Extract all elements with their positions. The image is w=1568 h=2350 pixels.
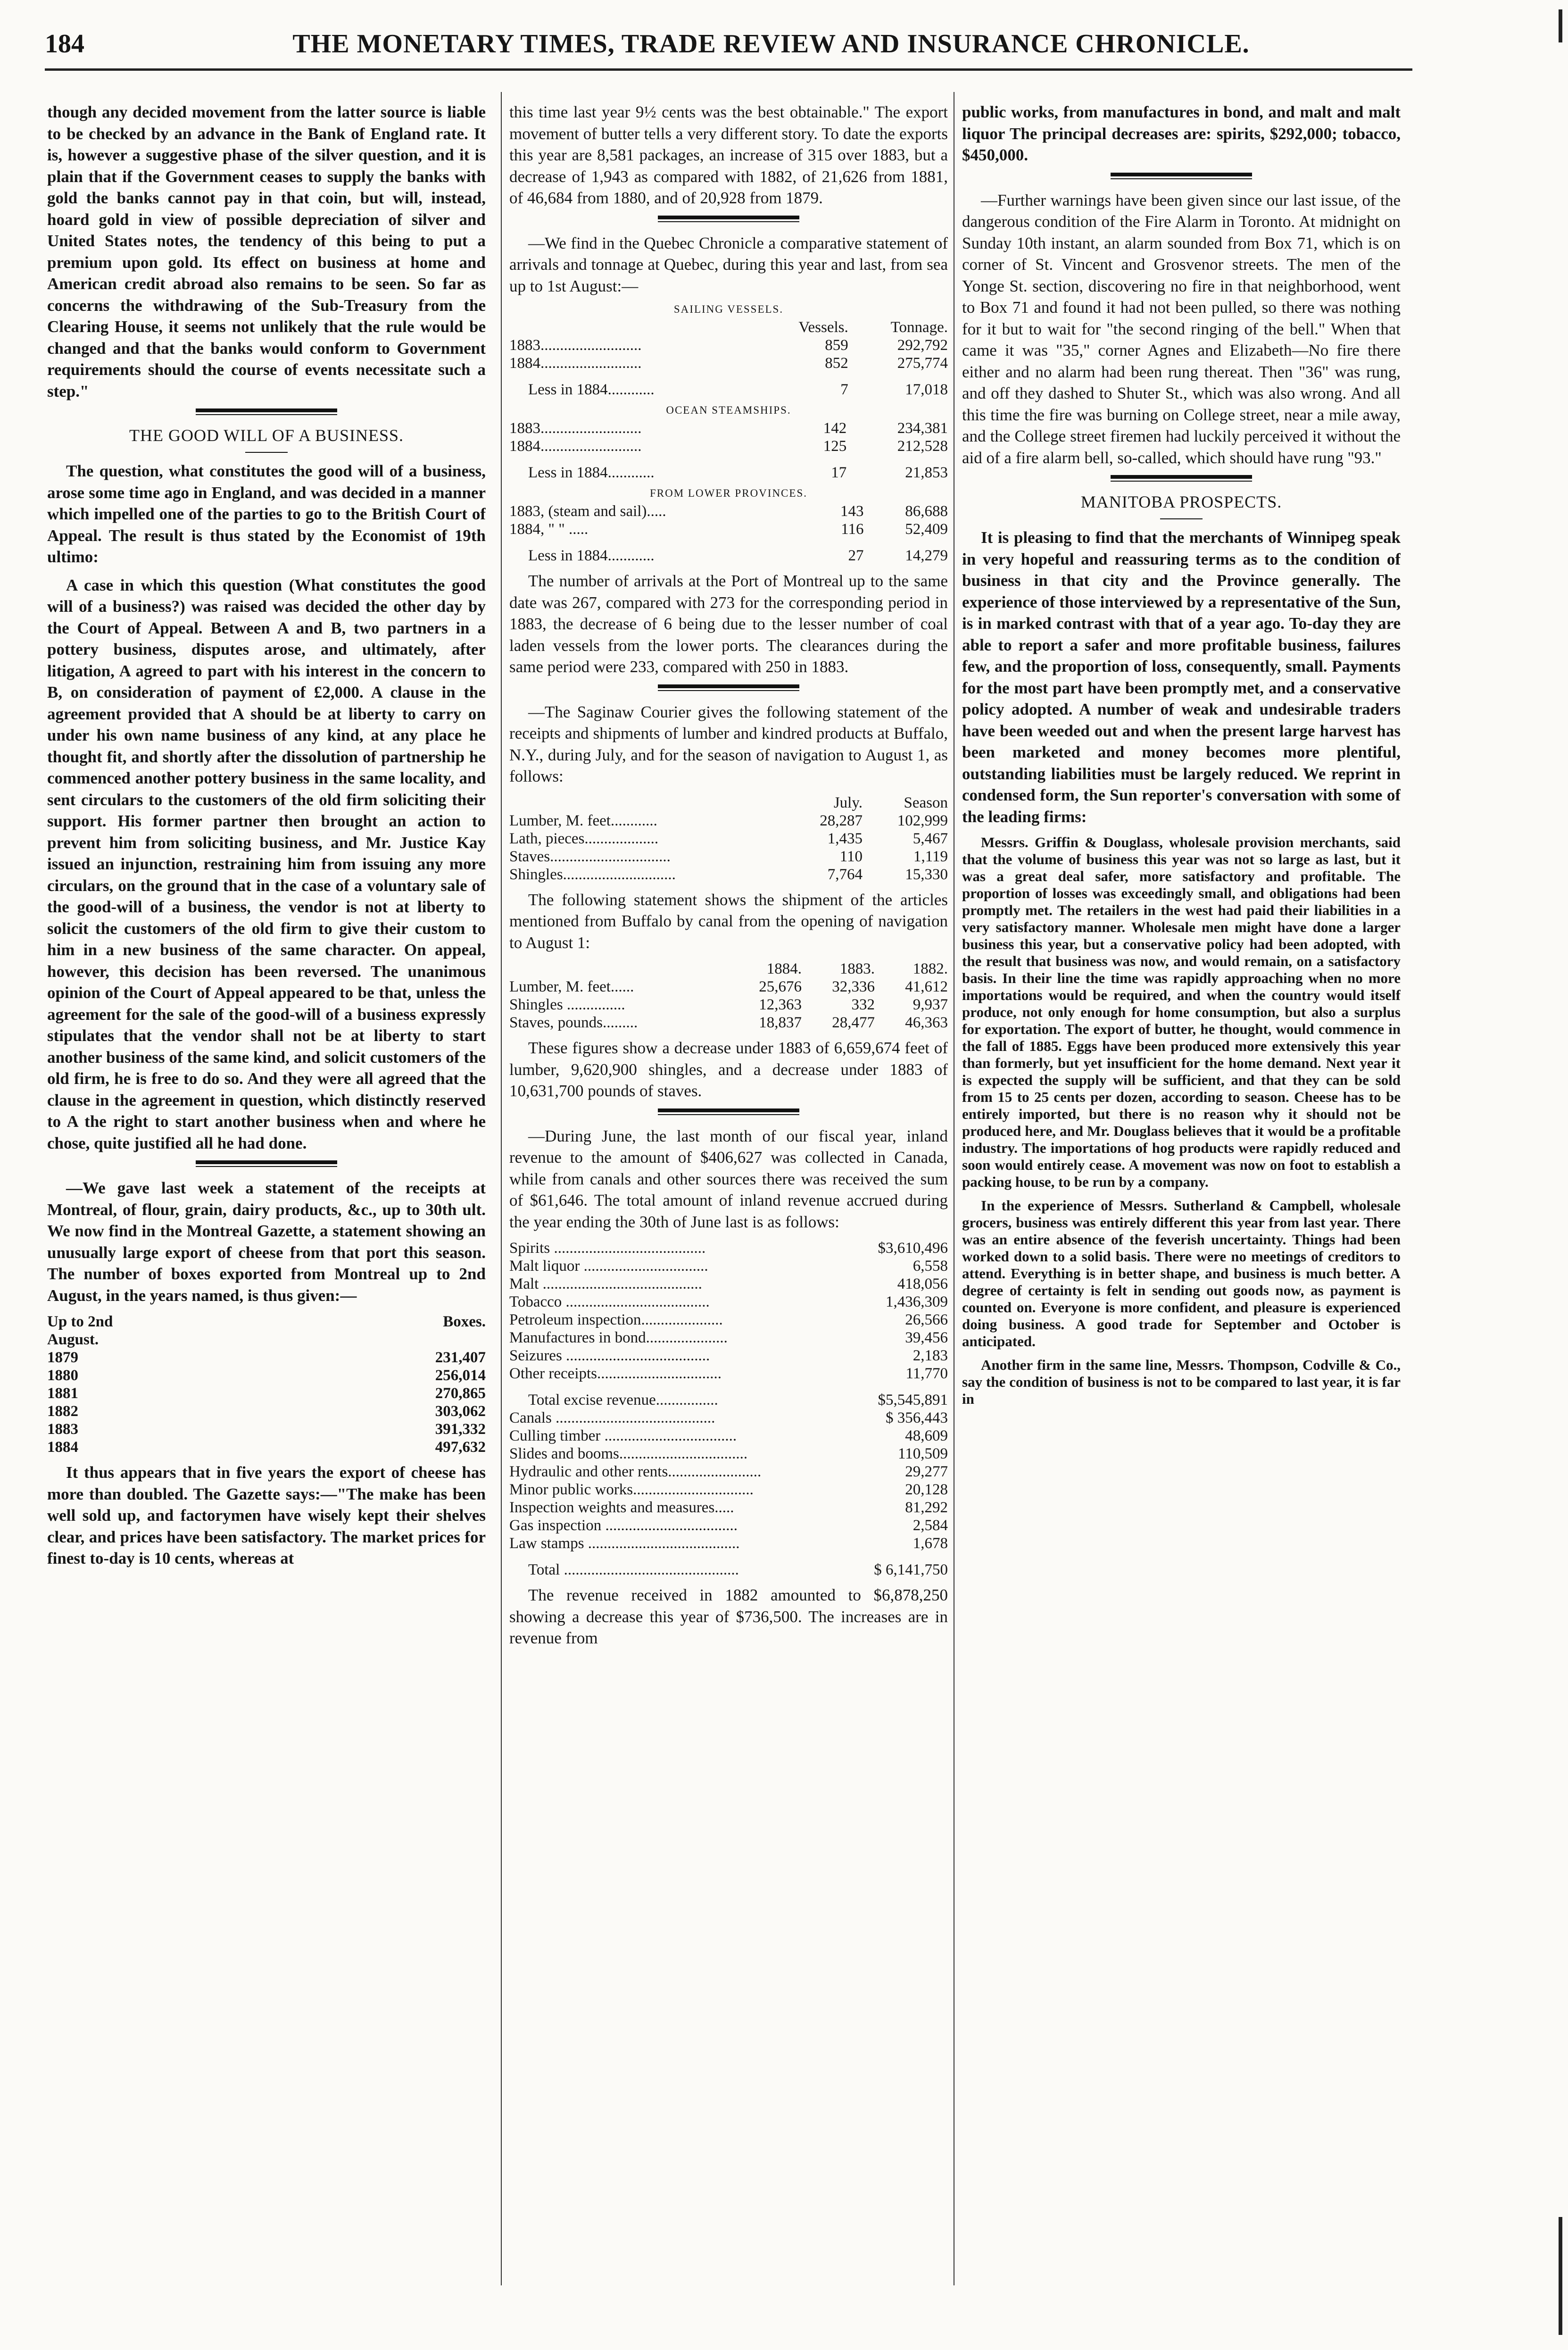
table-row: Gas inspection .................................. 2,584 [509, 1517, 948, 1534]
table-row: 1884.......................... 852 275,774 [509, 355, 948, 372]
table-row: Lumber, M. feet...... 25,676 32,336 41,612 [509, 978, 948, 995]
column-header: 1884. [766, 960, 802, 977]
column-header: 1883. [839, 960, 875, 977]
table-row: 1881 270,865 [47, 1385, 486, 1402]
column-1 [47, 101, 486, 2328]
table-subheading: OCEAN STEAMSHIPS. [666, 404, 791, 416]
paragraph: this time last year 9½ cents was the best obtainable." The export movement of butter tells a very different story. To date the exports this year are 8,581 packages, an increase of 315 over 1883, but a decrease of 1,943 as compared with 1882, of 21,626 from 1881, of 46,684 from 1880, and of 20,928 from 1879. [509, 103, 948, 207]
table-row: 1884 497,632 [47, 1439, 486, 1456]
paragraph: —During June, the last month of our fiscal year, inland revenue to the amount of $406,627 was collected in Canada, while from canals and other sources there was received the sum of $61,646. The total amount of inland revenue accrued during the year ending the 30th of June last is as follows: [509, 1126, 948, 1231]
table-subheading: FROM LOWER PROVINCES. [649, 487, 807, 499]
paragraph: In the experience of Messrs. Sutherland & Campbell, wholesale grocers, business was entirely different this year from last year. There was an entire absence of the feverish uncertainty. Things had been worked down to a solid basis. There were no meetings of creditors to attend. Everything is in better shape, and business is much better. A degree of certainty is felt in sending out goods now, as payment is counted on. Everyone is more confident, and pleasure is experienced doing business. A good trade for September and October is anticipated. [962, 1197, 1401, 1350]
quebec-arrivals-table [509, 318, 948, 399]
table-row: 1883.......................... 859 292,792 [509, 337, 948, 354]
table-row: Malt liquor ................................ 6,558 [509, 1258, 948, 1275]
column-header: Tonnage. [890, 319, 948, 336]
article-separator [1111, 475, 1252, 482]
paragraph: —Further warnings have been given since our last issue, of the dangerous condition of the Fire Alarm in Toronto. At midnight on Sunday 10th instant, an alarm sounded from Box 71, which is on corner of St. Vincent and Grosvenor streets. The men of the Yonge St. section, discovering no fire in that neighborhood, went to Box 71 and found it had not been pulled, so there was nothing for it but to wait for "the second ringing of the bell." When that came it was "35," corner Agnes and Elizabeth—No fire there either and no alarm had been rung thereat. Then "36" was rung, and off they dashed to Shuter St., which was also wrong. And all this time the fire was burning on College street, near a mile away, and the College street firemen had luckily perceived it without the aid of a fire alarm bell, so-called, which should have rung "93." [962, 191, 1401, 467]
masthead-title: THE MONETARY TIMES, TRADE REVIEW AND INSURANCE CHRONICLE. [292, 29, 1250, 58]
table-row: Total ............................................. $ 6,141,750 [528, 1561, 948, 1578]
table-row: 1880 256,014 [47, 1367, 486, 1384]
table-row: 1883, (steam and sail)..... 143 86,688 [509, 503, 948, 520]
table-row: Lumber, M. feet............ 28,287 102,999 [509, 812, 948, 829]
column-header: Season [904, 794, 948, 811]
page-edge-mark [1559, 2217, 1562, 2335]
table-row: Canals ......................................... $ 356,443 [509, 1409, 948, 1426]
table-row: Other receipts................................ 11,770 [509, 1365, 948, 1382]
column-header: 1882. [913, 960, 948, 977]
article-heading: MANITOBA PROSPECTS. [1080, 492, 1282, 511]
paragraph: A case in which this question (What constitutes the good will of a business?) was raised was decided the other day by the Court of Appeal. Between A and B, two partners in a pottery business, disputes arose, and ultimately, after litigation, A agreed to part with his interest in the concern to B, on consideration of payment of £2,000. A clause in the agreement provided that A should be at liberty to carry on under his own name business of any kind, at any place he thought fit, and shortly after the dissolution of partnership he commenced another pottery business in the same locality, and sent circulars to the customers of the old firm soliciting their support. His former partner then brought an action to prevent him from soliciting business, and Mr. Justice Kay issued an injunction, restraining him from issuing any more circulars, on the ground that in the case of a voluntary sale of the good-will of a business, the vendor is not at liberty to solicit the customers of the old firm to give their custom to him in a new business of the same character. On appeal, however, this decision has been reversed. The unanimous opinion of the Court of Appeal appeared to be that, unless the agreement for the sale of the good-will of a business expressly stipulates that the vendor shall not be at liberty to start another business of the same kind, and solicit customers of the old firm, he is free to do so. And they were all agreed that the clause in the agreement in question, which distinctly reserved to A the right to start another business when and where he chose, quite justified all he had done. [47, 575, 486, 1152]
paragraph: —The Saginaw Courier gives the following statement of the receipts and shipments of lumber and kindred products at Buffalo, N.Y., during July, and for the season of navigation to August 1, as follows: [509, 702, 948, 785]
article-separator [1111, 173, 1252, 179]
table-row: Seizures ..................................... 2,183 [509, 1347, 948, 1364]
column-2 [509, 101, 948, 2328]
table-row: Tobacco ..................................... 1,436,309 [509, 1293, 948, 1310]
buffalo-receipts-table [509, 794, 948, 883]
table-row: Manufactures in bond..................... 39,456 [509, 1329, 948, 1346]
paragraph: —We find in the Quebec Chronicle a comparative statement of arrivals and tonnage at Quebec, during this year and last, from sea up to 1st August:— [509, 233, 948, 295]
revenue-continuation [962, 101, 1401, 166]
column-divider [501, 92, 502, 2285]
table-row: 1879 231,407 [47, 1349, 486, 1366]
table-row: Minor public works............................... 20,128 [509, 1481, 948, 1498]
cheese-article-end [47, 1462, 486, 1569]
paragraph: though any decided movement from the latter source is liable to be checked by an advance in the Bank of England rate. It is, however a suggestive phase of the silver question, and it is plain that if the Government ceases to supply the banks with gold the banks cannot pay in that coin, but will, instead, hoard gold in view of possible depreciation of silver and United States notes, the tendency of this being to put a premium upon gold. Its effect on business at home and American credit abroad also remains to be seen. So far as concerns the withdrawing of the Sub-Treasury from the Clearing House, it seems not unlikely that the rule would be changed and that the banks would conform to Government requirements should the course of events necessitate such a step." [47, 103, 486, 400]
table-row: Shingles ............... 12,363 332 9,937 [509, 996, 948, 1013]
table-row: Shingles............................. 7,764 15,330 [509, 866, 948, 883]
article-heading: THE GOOD WILL OF A BUSINESS. [129, 426, 404, 445]
table-subheading: SAILING VESSELS. [673, 303, 784, 315]
heading-rule [1160, 518, 1203, 519]
table-header: Up to 2nd [47, 1313, 113, 1330]
paragraph: Messrs. Griffin & Douglass, wholesale provision merchants, said that the volume of business this year was not so large as last, but it was a great deal safer, more satisfactory and profitable. The proportion of losses was exceedingly small, and obligations had been promptly met. The retailers in the west had paid their liabilities in a very satisfactory manner. Wholesale men might have done a larger business this year, but a conservative policy had been adopted, with the result that business was now, and would remain, on a satisfactory basis. In their line the time was rapidly approaching when no more importations would be required, and when the country would itself produce, not only enough for home consumption, but also a surplus for exportation. The export of butter, he thought, would commence in the fall of 1885. Eggs have been produced more extensively this year than formerly, but yet insufficient for the home demand. Next year it is expected the supply will be sufficient, and that they can be sold from 15 to 25 cents per dozen, according to season. Cheese has to be entirely imported, but there is no reason why it should not be produced here, and Mr. Douglass believes that it would be a profitable industry. The importations of hog products were rapidly reduced and soon would entirely cease. A movement was now on foot to establish a packing house, to be run by a company. [962, 834, 1401, 1190]
table-row: Less in 1884............ 17 21,853 [528, 464, 948, 481]
table-row: Law stamps ....................................... 1,678 [509, 1535, 948, 1552]
table-row: Staves, pounds......... 18,837 28,477 46,363 [509, 1014, 948, 1031]
table-row: Hydraulic and other rents........................ 29,277 [509, 1463, 948, 1480]
table-row: 1882 303,062 [47, 1403, 486, 1420]
table-row: 1884, " " ..... 116 52,409 [509, 521, 948, 538]
table-row: Petroleum inspection..................... 26,566 [509, 1311, 948, 1328]
table-row: Less in 1884............ 27 14,279 [528, 547, 948, 564]
article-separator [196, 1160, 337, 1167]
page-number: 184 [45, 29, 84, 58]
inland-revenue-table [509, 1239, 948, 1579]
table-row: Malt ......................................... 418,056 [509, 1275, 948, 1292]
cheese-export-table [47, 1313, 486, 1456]
article-separator [658, 684, 799, 691]
table-row: Spirits ....................................... $3,610,496 [509, 1240, 948, 1257]
cheese-article [47, 1177, 486, 1306]
table-row: 1883 391,332 [47, 1421, 486, 1438]
table-row: Culling timber .................................. 48,609 [509, 1427, 948, 1444]
table-header: Boxes. [443, 1313, 486, 1330]
paragraph: It thus appears that in five years the export of cheese has more than doubled. The Gazette says:—"The make has been well sold up, and factorymen have wisely kept their shelves clear, and prices have been satisfactory. The market prices for finest to-day is 10 cents, whereas at [47, 1463, 486, 1567]
canal-shipments-table [509, 960, 948, 1032]
table-row: 1884.......................... 125 212,528 [509, 438, 948, 455]
goodwill-article [47, 460, 486, 1154]
article-continuation [47, 101, 486, 402]
paragraph: These figures show a decrease under 1883 of 6,659,674 feet of lumber, 9,620,900 shingles, and a decrease under 1883 of 10,631,700 pounds of staves. [509, 1039, 948, 1100]
table-row: Less in 1884............ 7 17,018 [528, 381, 948, 398]
paragraph: public works, from manufactures in bond, and malt and malt liquor The principal decreases are: spirits, $292,000; tobacco, $450,000. [962, 103, 1401, 164]
header-rule [45, 68, 1412, 71]
lower-provinces-table [509, 502, 948, 565]
paragraph: The following statement shows the shipment of the articles mentioned from Buffalo by canal from the opening of navigation to August 1: [509, 890, 948, 952]
paragraph: The revenue received in 1882 amounted to $6,878,250 showing a decrease this year of $736,500. The increases are in revenue from [509, 1586, 948, 1647]
ocean-steamships-table [509, 419, 948, 482]
article-separator [658, 216, 799, 222]
paragraph: —We gave last week a statement of the receipts at Montreal, of flour, grain, dairy products, &c., up to 30th ult. We now find in the Montreal Gazette, a statement showing an unusually large export of cheese from that port this season. The number of boxes exported from Montreal up to 2nd August, in the years named, is thus given:— [47, 1179, 486, 1305]
table-row: Inspection weights and measures..... 81,292 [509, 1499, 948, 1516]
column-header: Vessels. [798, 319, 848, 336]
paragraph: The question, what constitutes the good will of a business, arose some time ago in England, and was decided in a manner which impelled one of the parties to go to the British Court of Appeal. The result is thus stated by the Economist of 19th ultimo: [47, 462, 486, 566]
article-separator [196, 408, 337, 415]
table-header: August. [47, 1331, 99, 1348]
column-3 [962, 101, 1401, 2328]
heading-rule [245, 452, 288, 453]
table-row: Total excise revenue................ $5,545,891 [528, 1392, 948, 1408]
column-header: July. [833, 794, 863, 811]
page-edge-mark [1559, 9, 1562, 42]
table-row: Slides and booms................................. 110,509 [509, 1445, 948, 1462]
page-header [45, 27, 1412, 60]
table-row: Staves............................... 110 1,119 [509, 848, 948, 865]
paragraph: It is pleasing to find that the merchants of Winnipeg speak in very hopeful and reassuring terms as to the condition of business in that city and the Province generally. The experience of those interviewed by a representative of the Sun, is in marked contrast with that of a year ago. To-day they are able to report a safer and more profitable business, failures few, and the proportion of loss, consequently, small. Payments for the most part have been promptly met, and a conservative policy adopted. A number of weak and undesirable traders have been weeded out and when the present large harvest has been marketed and money becomes more plentiful, outstanding liabilities must be largely reduced. We reprint in condensed form, the Sun reporter's conversation with some of the leading firms: [962, 528, 1401, 826]
table-row: 1883.......................... 142 234,381 [509, 420, 948, 437]
paragraph: Another firm in the same line, Messrs. Thompson, Codville & Co., say the condition of business is not to be compared to last year, it is far in [962, 1357, 1401, 1407]
table-row: Lath, pieces................... 1,435 5,467 [509, 830, 948, 847]
article-separator [658, 1108, 799, 1115]
paragraph: The number of arrivals at the Port of Montreal up to the same date was 267, compared with 273 for the corresponding period in 1883, the decrease of 6 being due to the lesser number of coal laden vessels from the lower ports. The clearances during the same period were 233, compared with 250 in 1883. [509, 572, 948, 676]
